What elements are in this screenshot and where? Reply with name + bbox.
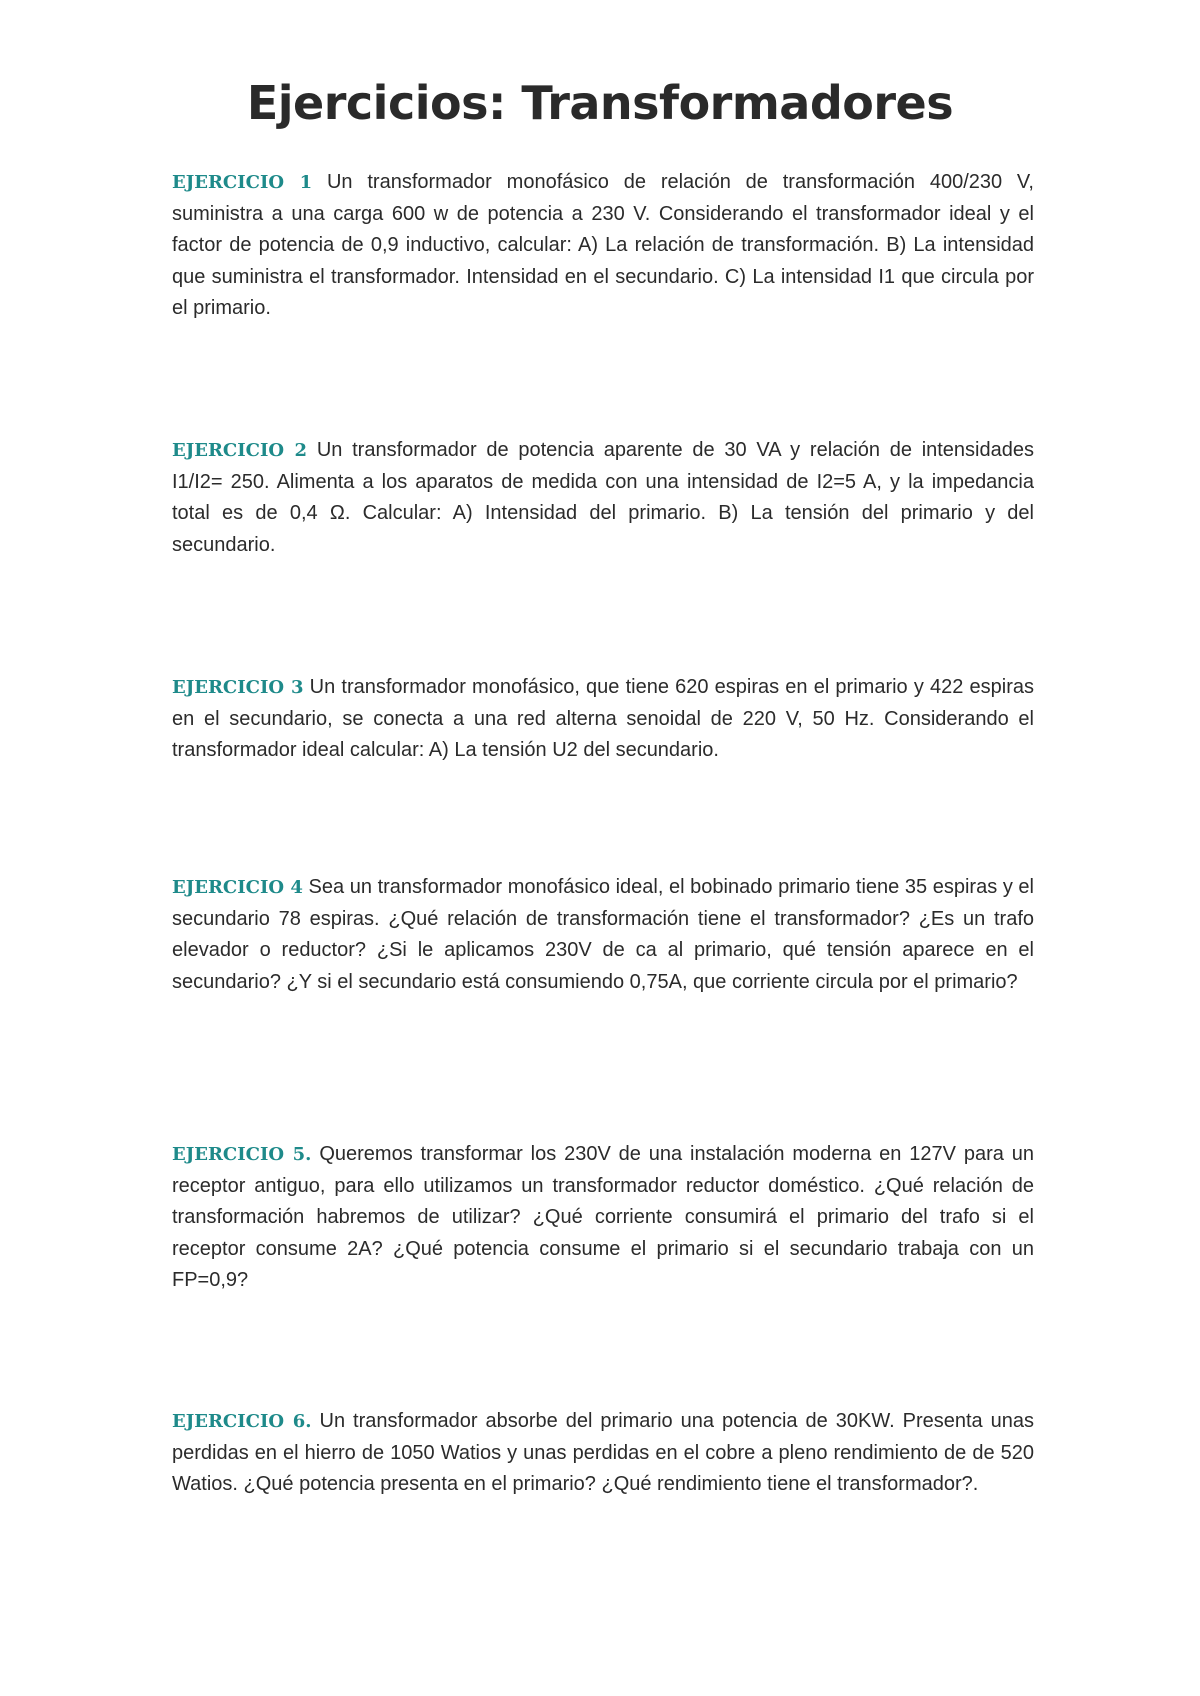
exercise-5-label: EJERCICIO 5. <box>172 1144 312 1165</box>
exercise-6-text: Un transformador absorbe del primario una potencia de 30KW. Presenta unas perdidas en el hierro de 1050 Watios y unas perdidas en el cobre a pleno rendimiento de de 520 Watios. ¿Qué potencia presenta en el primario? ¿Qué rendimiento tiene el transformador?. <box>172 1410 1034 1495</box>
exercise-1 <box>172 167 1034 325</box>
document-title: Ejercicios: Transformadores <box>246 76 954 130</box>
exercise-4-label: EJERCICIO 4 <box>172 877 303 898</box>
exercise-5-text: Queremos transformar los 230V de una instalación moderna en 127V para un receptor antiguo, para ello utilizamos un transformador reductor doméstico. ¿Qué relación de transformación habremos de utilizar? ¿Qué corriente consumirá el primario del trafo si el receptor consume 2A? ¿Qué potencia consume el primario si el secundario trabaja con un FP=0,9? <box>172 1143 1034 1291</box>
exercise-1-text: Un transformador monofásico de relación de transformación 400/230 V, suministra a una carga 600 w de potencia a 230 V. Considerando el transformador ideal y el factor de potencia de 0,9 inductivo, calcular: A) La relación de transformación. B) La intensidad que suministra el transformador. Intensidad en el secundario. C) La intensidad I1 que circula por el primario. <box>172 171 1034 319</box>
exercise-4 <box>172 872 1034 998</box>
exercise-1-label: EJERCICIO 1 <box>172 172 313 193</box>
exercise-4-text: Sea un transformador monofásico ideal, el bobinado primario tiene 35 espiras y el secundario 78 espiras. ¿Qué relación de transformación tiene el transformador? ¿Es un trafo elevador o reductor? ¿Si le aplicamos 230V de ca al primario, qué tensión aparece en el secundario? ¿Y si el secundario está consumiendo 0,75A, que corriente circula por el primario? <box>172 876 1034 993</box>
exercise-6-label: EJERCICIO 6. <box>172 1411 312 1432</box>
exercise-3-label: EJERCICIO 3 <box>172 677 304 698</box>
exercise-3-text: Un transformador monofásico, que tiene 620 espiras en el primario y 422 espiras en el secundario, se conecta a una red alterna senoidal de 220 V, 50 Hz. Considerando el transformador ideal calcular: A) La tensión U2 del secundario. <box>172 676 1034 761</box>
exercise-2-text: Un transformador de potencia aparente de 30 VA y relación de intensidades I1/I2= 250. Alimenta a los aparatos de medida con una intensidad de I2=5 A, y la impedancia total es de 0,4 Ω. Calcular: A) Intensidad del primario. B) La tensión del primario y del secundario. <box>172 439 1034 556</box>
exercise-2 <box>172 435 1034 561</box>
exercise-5 <box>172 1139 1034 1297</box>
exercise-3 <box>172 672 1034 767</box>
exercise-2-label: EJERCICIO 2 <box>172 440 308 461</box>
exercise-6 <box>172 1406 1034 1501</box>
